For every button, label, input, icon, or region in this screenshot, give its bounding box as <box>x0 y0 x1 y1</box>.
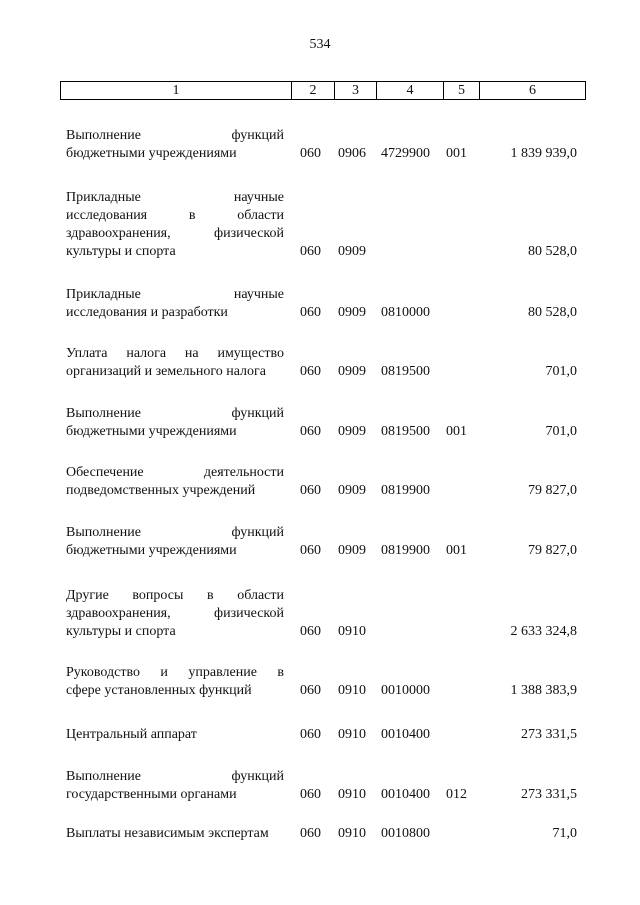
target-article-code: 0010000 <box>381 683 430 698</box>
row-description <box>66 664 284 700</box>
subsection-code: 0909 <box>338 305 366 320</box>
table-row <box>0 345 640 381</box>
header-col-3: 3 <box>334 82 376 99</box>
section-code: 060 <box>300 244 321 259</box>
header-col-1: 1 <box>172 82 180 98</box>
section-code: 060 <box>300 305 321 320</box>
table-row <box>0 825 640 843</box>
target-article-code: 0010800 <box>381 826 430 841</box>
subsection-code: 0910 <box>338 624 366 639</box>
section-code: 060 <box>300 683 321 698</box>
table-row <box>0 127 640 163</box>
section-code: 060 <box>300 787 321 802</box>
row-description <box>66 345 284 381</box>
description-line: Руководство и управление в <box>66 665 284 680</box>
row-description <box>66 286 284 322</box>
description-line: Другие вопросы в области <box>66 588 284 603</box>
table-row <box>0 524 640 560</box>
row-description <box>66 464 284 500</box>
amount: 80 528,0 <box>528 244 577 259</box>
expense-type-code: 001 <box>446 543 467 558</box>
table-row <box>0 768 640 804</box>
row-description <box>66 587 284 641</box>
subsection-code: 0910 <box>338 683 366 698</box>
target-article-code: 0819500 <box>381 424 430 439</box>
row-description <box>66 768 284 804</box>
expense-type-code: 001 <box>446 146 467 161</box>
target-article-code: 0819900 <box>381 483 430 498</box>
subsection-code: 0909 <box>338 424 366 439</box>
table-row <box>0 464 640 500</box>
header-col-4: 4 <box>376 82 443 99</box>
amount: 273 331,5 <box>521 787 577 802</box>
description-line: здравоохранения, физической <box>66 226 284 241</box>
amount: 1 839 939,0 <box>510 146 577 161</box>
amount: 79 827,0 <box>528 483 577 498</box>
target-article-code: 0810000 <box>381 305 430 320</box>
description-line: Выплаты независимым экспертам <box>66 826 269 841</box>
target-article-code: 0010400 <box>381 727 430 742</box>
row-description <box>66 726 284 744</box>
description-line: культуры и спорта <box>66 244 176 259</box>
expense-type-code: 001 <box>446 424 467 439</box>
table-row <box>0 286 640 322</box>
expense-type-code: 012 <box>446 787 467 802</box>
header-col-6: 6 <box>479 82 585 99</box>
section-code: 060 <box>300 146 321 161</box>
section-code: 060 <box>300 826 321 841</box>
row-description <box>66 127 284 163</box>
table-row <box>0 587 640 641</box>
target-article-code: 0819500 <box>381 364 430 379</box>
table-row <box>0 726 640 744</box>
section-code: 060 <box>300 483 321 498</box>
description-line: Выполнение функций <box>66 769 284 784</box>
description-line: бюджетными учреждениями <box>66 146 237 161</box>
subsection-code: 0909 <box>338 364 366 379</box>
amount: 701,0 <box>545 424 577 439</box>
description-line: бюджетными учреждениями <box>66 424 237 439</box>
description-line: подведомственных учреждений <box>66 483 256 498</box>
description-line: Выполнение функций <box>66 128 284 143</box>
description-line: исследования и разработки <box>66 305 228 320</box>
row-description <box>66 825 284 843</box>
description-line: бюджетными учреждениями <box>66 543 237 558</box>
description-line: Обеспечение деятельности <box>66 465 284 480</box>
description-line: сфере установленных функций <box>66 683 252 698</box>
row-description <box>66 524 284 560</box>
description-line: Уплата налога на имущество <box>66 346 284 361</box>
subsection-code: 0910 <box>338 727 366 742</box>
row-description <box>66 189 284 261</box>
description-line: государственными органами <box>66 787 237 802</box>
amount: 1 388 383,9 <box>510 683 577 698</box>
description-line: Прикладные научные <box>66 190 284 205</box>
target-article-code: 0819900 <box>381 543 430 558</box>
header-col-2: 2 <box>291 82 334 99</box>
subsection-code: 0910 <box>338 826 366 841</box>
description-line: Прикладные научные <box>66 287 284 302</box>
section-code: 060 <box>300 624 321 639</box>
section-code: 060 <box>300 543 321 558</box>
table-row <box>0 405 640 441</box>
row-description <box>66 405 284 441</box>
description-line: организаций и земельного налога <box>66 364 266 379</box>
description-line: здравоохранения, физической <box>66 606 284 621</box>
section-code: 060 <box>300 727 321 742</box>
amount: 701,0 <box>545 364 577 379</box>
amount: 2 633 324,8 <box>510 624 577 639</box>
amount: 71,0 <box>552 826 577 841</box>
subsection-code: 0909 <box>338 244 366 259</box>
section-code: 060 <box>300 424 321 439</box>
description-line: Центральный аппарат <box>66 727 197 742</box>
description-line: культуры и спорта <box>66 624 176 639</box>
subsection-code: 0910 <box>338 787 366 802</box>
target-article-code: 0010400 <box>381 787 430 802</box>
subsection-code: 0909 <box>338 483 366 498</box>
section-code: 060 <box>300 364 321 379</box>
description-line: Выполнение функций <box>66 406 284 421</box>
table-row <box>0 189 640 261</box>
amount: 273 331,5 <box>521 727 577 742</box>
table-row <box>0 664 640 700</box>
target-article-code: 4729900 <box>381 146 430 161</box>
amount: 79 827,0 <box>528 543 577 558</box>
header-col-5: 5 <box>443 82 479 99</box>
subsection-code: 0909 <box>338 543 366 558</box>
description-line: исследования в области <box>66 208 284 223</box>
table-header <box>60 81 586 100</box>
description-line: Выполнение функций <box>66 525 284 540</box>
subsection-code: 0906 <box>338 146 366 161</box>
amount: 80 528,0 <box>528 305 577 320</box>
page-number: 534 <box>309 37 331 52</box>
